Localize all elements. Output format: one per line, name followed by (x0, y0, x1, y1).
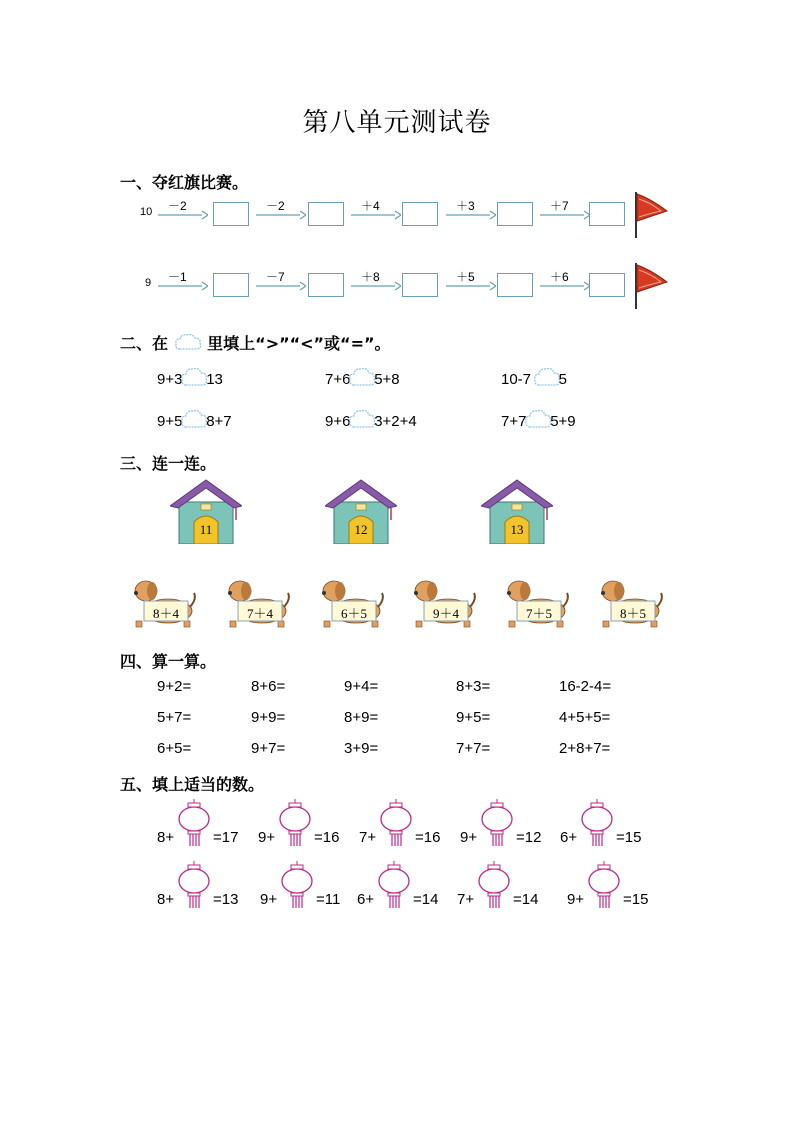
dog-card[interactable] (410, 577, 478, 629)
doghouse-number: 13 (510, 522, 524, 537)
doghouse[interactable] (325, 478, 397, 544)
calc-problem[interactable]: 4+5+5= (559, 709, 611, 726)
lantern-left: 9+ (258, 829, 276, 846)
lantern-icon[interactable] (280, 861, 314, 909)
lantern-icon[interactable] (377, 861, 411, 909)
lantern-right: =11 (316, 891, 341, 908)
doghouse[interactable] (170, 478, 242, 544)
lantern-right: =12 (516, 829, 542, 846)
operation-label: －2 (168, 199, 187, 213)
compare-left: 9+5 (157, 413, 183, 430)
lantern-right: =14 (413, 891, 439, 908)
lantern-right: =15 (616, 829, 642, 846)
lantern-icon[interactable] (587, 861, 621, 909)
operation-label: ＋7 (550, 199, 569, 213)
lantern-left: 8+ (157, 829, 175, 846)
lantern-icon[interactable] (580, 799, 614, 847)
calc-problem[interactable]: 9+5= (456, 709, 491, 726)
calc-problem[interactable]: 5+7= (157, 709, 192, 726)
operation-label: ＋6 (550, 270, 569, 284)
dog-expression: 6＋5 (340, 606, 367, 621)
operation-label: －1 (168, 270, 187, 284)
compare-left: 7+7 (501, 413, 527, 430)
dog-card[interactable] (318, 577, 386, 629)
calc-problem[interactable]: 8+6= (251, 678, 286, 695)
compare-left: 9+6 (325, 413, 351, 430)
calc-problem[interactable]: 9+2= (157, 678, 192, 695)
calc-problem[interactable]: 9+4= (344, 678, 379, 695)
cloud-answer-icon[interactable] (180, 409, 208, 431)
doghouse[interactable] (481, 478, 553, 544)
compare-right: 8+7 (206, 413, 232, 430)
red-flag-icon (633, 191, 671, 239)
compare-right: 3+2+4 (374, 413, 417, 430)
compare-right: 5 (558, 371, 567, 388)
section-5-heading: 五、填上适当的数。 (120, 775, 265, 794)
calc-problem[interactable]: 9+7= (251, 740, 286, 757)
dog-card[interactable] (130, 577, 198, 629)
lantern-icon[interactable] (177, 799, 211, 847)
operation-label: －2 (266, 199, 285, 213)
lantern-right: =15 (623, 891, 649, 908)
lantern-left: 9+ (460, 829, 478, 846)
doghouse-number: 12 (354, 522, 368, 537)
red-flag-icon (633, 262, 671, 310)
doghouse-number: 11 (199, 522, 213, 537)
answer-box[interactable] (402, 202, 438, 226)
answer-box[interactable] (213, 273, 249, 297)
lantern-left: 9+ (260, 891, 278, 908)
dog-expression: 8＋4 (152, 606, 179, 621)
answer-box[interactable] (308, 273, 344, 297)
cloud-icon (174, 333, 202, 353)
calc-problem[interactable]: 3+9= (344, 740, 379, 757)
calc-problem[interactable]: 8+9= (344, 709, 379, 726)
cloud-answer-icon[interactable] (180, 367, 208, 389)
start-number: 10 (140, 206, 153, 218)
compare-right: 5+9 (550, 413, 576, 430)
dog-card[interactable] (224, 577, 292, 629)
section-1-heading: 一、夺红旗比赛。 (120, 173, 249, 192)
lantern-right: =17 (213, 829, 239, 846)
lantern-left: 6+ (357, 891, 375, 908)
section-3-heading: 三、连一连。 (120, 454, 217, 473)
compare-right: 5+8 (374, 371, 400, 388)
calc-problem[interactable]: 8+3= (456, 678, 491, 695)
calc-problem[interactable]: 9+9= (251, 709, 286, 726)
lantern-left: 8+ (157, 891, 175, 908)
lantern-right: =16 (415, 829, 441, 846)
lantern-left: 7+ (457, 891, 475, 908)
page-title: 第八单元测试卷 (302, 108, 492, 138)
answer-box[interactable] (497, 202, 533, 226)
cloud-answer-icon[interactable] (533, 367, 561, 389)
lantern-icon[interactable] (480, 799, 514, 847)
dog-card[interactable] (503, 577, 571, 629)
section-4-heading: 四、算一算。 (120, 652, 217, 671)
section-2-heading-part2: 里填上“>”“<”或“=”。 (207, 334, 391, 353)
lantern-icon[interactable] (379, 799, 413, 847)
compare-right: 13 (206, 371, 223, 388)
dog-expression: 9＋4 (432, 606, 459, 621)
answer-box[interactable] (589, 202, 625, 226)
lantern-left: 9+ (567, 891, 585, 908)
calc-problem[interactable]: 7+7= (456, 740, 491, 757)
answer-box[interactable] (589, 273, 625, 297)
dog-expression: 8＋5 (619, 606, 646, 621)
dog-expression: 7＋5 (525, 606, 552, 621)
calc-problem[interactable]: 6+5= (157, 740, 192, 757)
operation-label: ＋8 (361, 270, 380, 284)
cloud-answer-icon[interactable] (348, 367, 376, 389)
answer-box[interactable] (213, 202, 249, 226)
lantern-icon[interactable] (278, 799, 312, 847)
answer-box[interactable] (308, 202, 344, 226)
operation-label: －7 (266, 270, 285, 284)
compare-left: 10-7 (501, 371, 532, 388)
section-2-heading (120, 331, 391, 354)
dog-card[interactable] (597, 577, 665, 629)
lantern-right: =13 (213, 891, 239, 908)
section-2-heading-part1: 二、在 (120, 334, 169, 353)
compare-left: 9+3 (157, 371, 183, 388)
lantern-icon[interactable] (177, 861, 211, 909)
compare-left: 7+6 (325, 371, 351, 388)
operation-label: ＋3 (456, 199, 475, 213)
cloud-answer-icon[interactable] (524, 409, 552, 431)
operation-label: ＋5 (456, 270, 475, 284)
dog-expression: 7＋4 (246, 606, 273, 621)
cloud-answer-icon[interactable] (348, 409, 376, 431)
lantern-right: =14 (513, 891, 539, 908)
lantern-right: =16 (314, 829, 340, 846)
calc-problem[interactable]: 2+8+7= (559, 740, 611, 757)
answer-box[interactable] (402, 273, 438, 297)
operation-label: ＋4 (361, 199, 380, 213)
lantern-icon[interactable] (477, 861, 511, 909)
calc-problem[interactable]: 16-2-4= (559, 678, 612, 695)
start-number: 9 (145, 277, 152, 289)
lantern-left: 6+ (560, 829, 578, 846)
answer-box[interactable] (497, 273, 533, 297)
lantern-left: 7+ (359, 829, 377, 846)
